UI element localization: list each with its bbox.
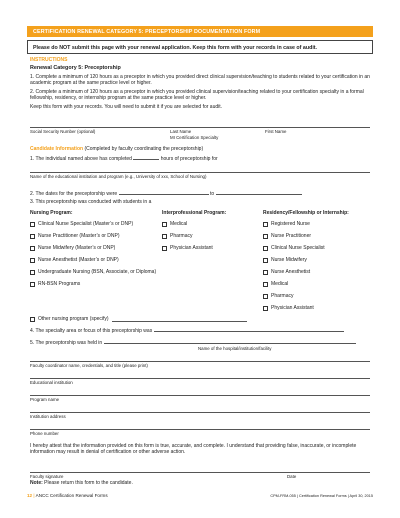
footer-separator: | <box>32 493 36 498</box>
edu-institution-label: Name of the educational institution and program (e.g., University of xxx, School of Nursing) <box>30 174 207 179</box>
nursing-option-np[interactable]: Nurse Practitioner (Master’s or DNP) <box>30 233 120 239</box>
residency-option-anesthetist[interactable]: Nurse Anesthetist <box>263 269 310 275</box>
residency-option-midwifery[interactable]: Nurse Midwifery <box>263 257 307 263</box>
identity-line[interactable] <box>30 127 370 128</box>
page-number: 12 <box>27 493 33 498</box>
specialty-field[interactable] <box>154 327 344 332</box>
nursing-program-heading: Nursing Program: <box>30 210 73 216</box>
checkbox[interactable] <box>263 258 268 263</box>
phone-line[interactable] <box>30 429 370 430</box>
checkbox[interactable] <box>30 222 35 227</box>
nursing-option-midwifery[interactable]: Nurse Midwifery (Master’s or DNP) <box>30 245 115 251</box>
faculty-name-line[interactable] <box>30 361 370 362</box>
checkbox[interactable] <box>30 317 35 322</box>
form-title-bar: CERTIFICATION RENEWAL CATEGORY 5: PRECEPTORSHIP DOCUMENTATION FORM <box>27 26 373 37</box>
facility-field[interactable] <box>104 339 356 344</box>
checkbox[interactable] <box>263 294 268 299</box>
hours-field[interactable] <box>133 155 159 160</box>
institution-line[interactable] <box>30 378 370 379</box>
residency-option-np[interactable]: Nurse Practitioner <box>263 233 311 239</box>
residency-option-medical[interactable]: Medical <box>263 281 288 287</box>
question-4 <box>30 327 344 334</box>
checkbox[interactable] <box>30 270 35 275</box>
interprofessional-option-pa[interactable]: Physician Assistant <box>162 245 213 251</box>
note-label: Note: <box>30 480 43 486</box>
candidate-heading <box>30 146 203 152</box>
phone-label: Phone number <box>30 431 59 436</box>
edu-institution-line[interactable] <box>30 172 370 173</box>
interprofessional-heading: Interprofessional Program: <box>162 210 227 216</box>
last-name-label: Last Name <box>170 129 192 134</box>
footer-left <box>27 493 108 499</box>
checkbox[interactable] <box>263 246 268 251</box>
candidate-heading-title: Candidate Information <box>30 146 84 152</box>
instructions-subheading: Renewal Category 5: Preceptorship <box>30 65 121 71</box>
note-text: Please return this form to the candidate. <box>42 480 133 486</box>
institution-label: Educational institution <box>30 380 73 385</box>
faculty-name-label: Faculty coordinator name, credentials, and title (please print) <box>30 363 148 368</box>
q2-text-b: to <box>209 191 215 197</box>
residency-option-rn[interactable]: Registered Nurse <box>263 221 310 227</box>
start-date-field[interactable] <box>119 190 209 195</box>
checkbox[interactable] <box>263 270 268 275</box>
checkbox[interactable] <box>30 246 35 251</box>
checkbox[interactable] <box>162 246 167 251</box>
checkbox[interactable] <box>263 306 268 311</box>
interprofessional-option-medical[interactable]: Medical <box>162 221 187 227</box>
checkbox[interactable] <box>30 282 35 287</box>
q2-text-a: 2. The dates for the preceptorship were <box>30 191 118 197</box>
candidate-heading-note: (Completed by faculty coordinating the preceptorship) <box>83 146 204 152</box>
q1-text-a: 1. The individual named above has completed <box>30 156 132 162</box>
audit-notice: Please do NOT submit this page with your renewal application. Keep this form with your records in case of audit. <box>27 40 373 54</box>
other-program-label: Other nursing program (specify) <box>38 316 109 322</box>
question-3: 3. This preceptorship was conducted with students in a <box>30 199 152 205</box>
q5-text: 5. The preceptorship was held in <box>30 340 103 346</box>
checkbox[interactable] <box>162 222 167 227</box>
nursing-option-undergraduate[interactable]: Undergraduate Nursing (BSN, Associate, or Diploma) <box>30 269 156 275</box>
nursing-option-anesthetist[interactable]: Nurse Anesthetist (Master’s or DNP) <box>30 257 119 263</box>
signature-label: Faculty signature <box>30 474 64 479</box>
date-label: Date <box>287 474 297 479</box>
checkbox[interactable] <box>263 222 268 227</box>
ssn-label: Social Security Number (optional) <box>30 129 96 134</box>
question-1 <box>30 155 218 162</box>
footer-title: ANCC Certification Renewal Forms <box>35 493 108 498</box>
checkbox[interactable] <box>162 234 167 239</box>
first-name-label: First Name <box>265 129 287 134</box>
residency-option-cns[interactable]: Clinical Nurse Specialist <box>263 245 325 251</box>
keep-form-text: Keep this form with your records. You will need to submit it if you are selected for audit. <box>30 104 223 110</box>
nursing-option-cns[interactable]: Clinical Nurse Specialist (Master’s or DNP) <box>30 221 133 227</box>
attestation-text: I hereby attest that the information provided on this form is true, accurate, and complete. I understand that providing false, inaccurate, or incomplete information may result in denial of certification or other adverse action. <box>30 443 357 456</box>
instructions-heading: INSTRUCTIONS <box>30 57 68 63</box>
residency-option-pharmacy[interactable]: Pharmacy <box>263 293 294 299</box>
end-date-field[interactable] <box>216 190 302 195</box>
footer-doc-id: CPM-FRM-055 | Certification Renewal Forms | April 30, 2015 <box>270 494 373 498</box>
program-name-label: Program name <box>30 397 60 402</box>
question-5 <box>30 339 356 346</box>
signature-line[interactable] <box>30 472 370 473</box>
checkbox[interactable] <box>263 234 268 239</box>
checkbox[interactable] <box>30 234 35 239</box>
q4-text: 4. The specialty area or focus of this preceptorship was <box>30 328 153 334</box>
instruction-item-2: 2. Complete a minimum of 120 hours as a preceptor in which you provided clinical supervision/teaching related to your certification specialty in a formal fellowship, residency, or internship program at the same practice level or higher. <box>30 89 364 102</box>
address-label: Institution address <box>30 414 66 419</box>
checkbox[interactable] <box>30 258 35 263</box>
address-line[interactable] <box>30 412 370 413</box>
other-program-option[interactable] <box>30 316 247 322</box>
residency-option-pa[interactable]: Physician Assistant <box>263 305 314 311</box>
nursing-option-rn-bsn[interactable]: RN-BSN Programs <box>30 281 80 287</box>
interprofessional-option-pharmacy[interactable]: Pharmacy <box>162 233 193 239</box>
program-name-line[interactable] <box>30 395 370 396</box>
instruction-item-1: 1. Complete a minimum of 120 hours as a preceptor in which you provided direct clinical supervision/teaching to students related to your certification in an academic program at the same practice level or higher. <box>30 74 370 87</box>
return-note <box>30 480 133 486</box>
residency-heading: Residency/Fellowship or Internship: <box>263 210 349 216</box>
other-program-field[interactable] <box>112 317 247 322</box>
q1-text-b: hours of preceptorship for <box>160 156 218 162</box>
mi-specialty-label: MI Certification Specialty <box>170 134 219 140</box>
facility-label: Name of the hospital/institution/facility <box>198 346 272 351</box>
checkbox[interactable] <box>263 282 268 287</box>
question-2 <box>30 190 302 197</box>
